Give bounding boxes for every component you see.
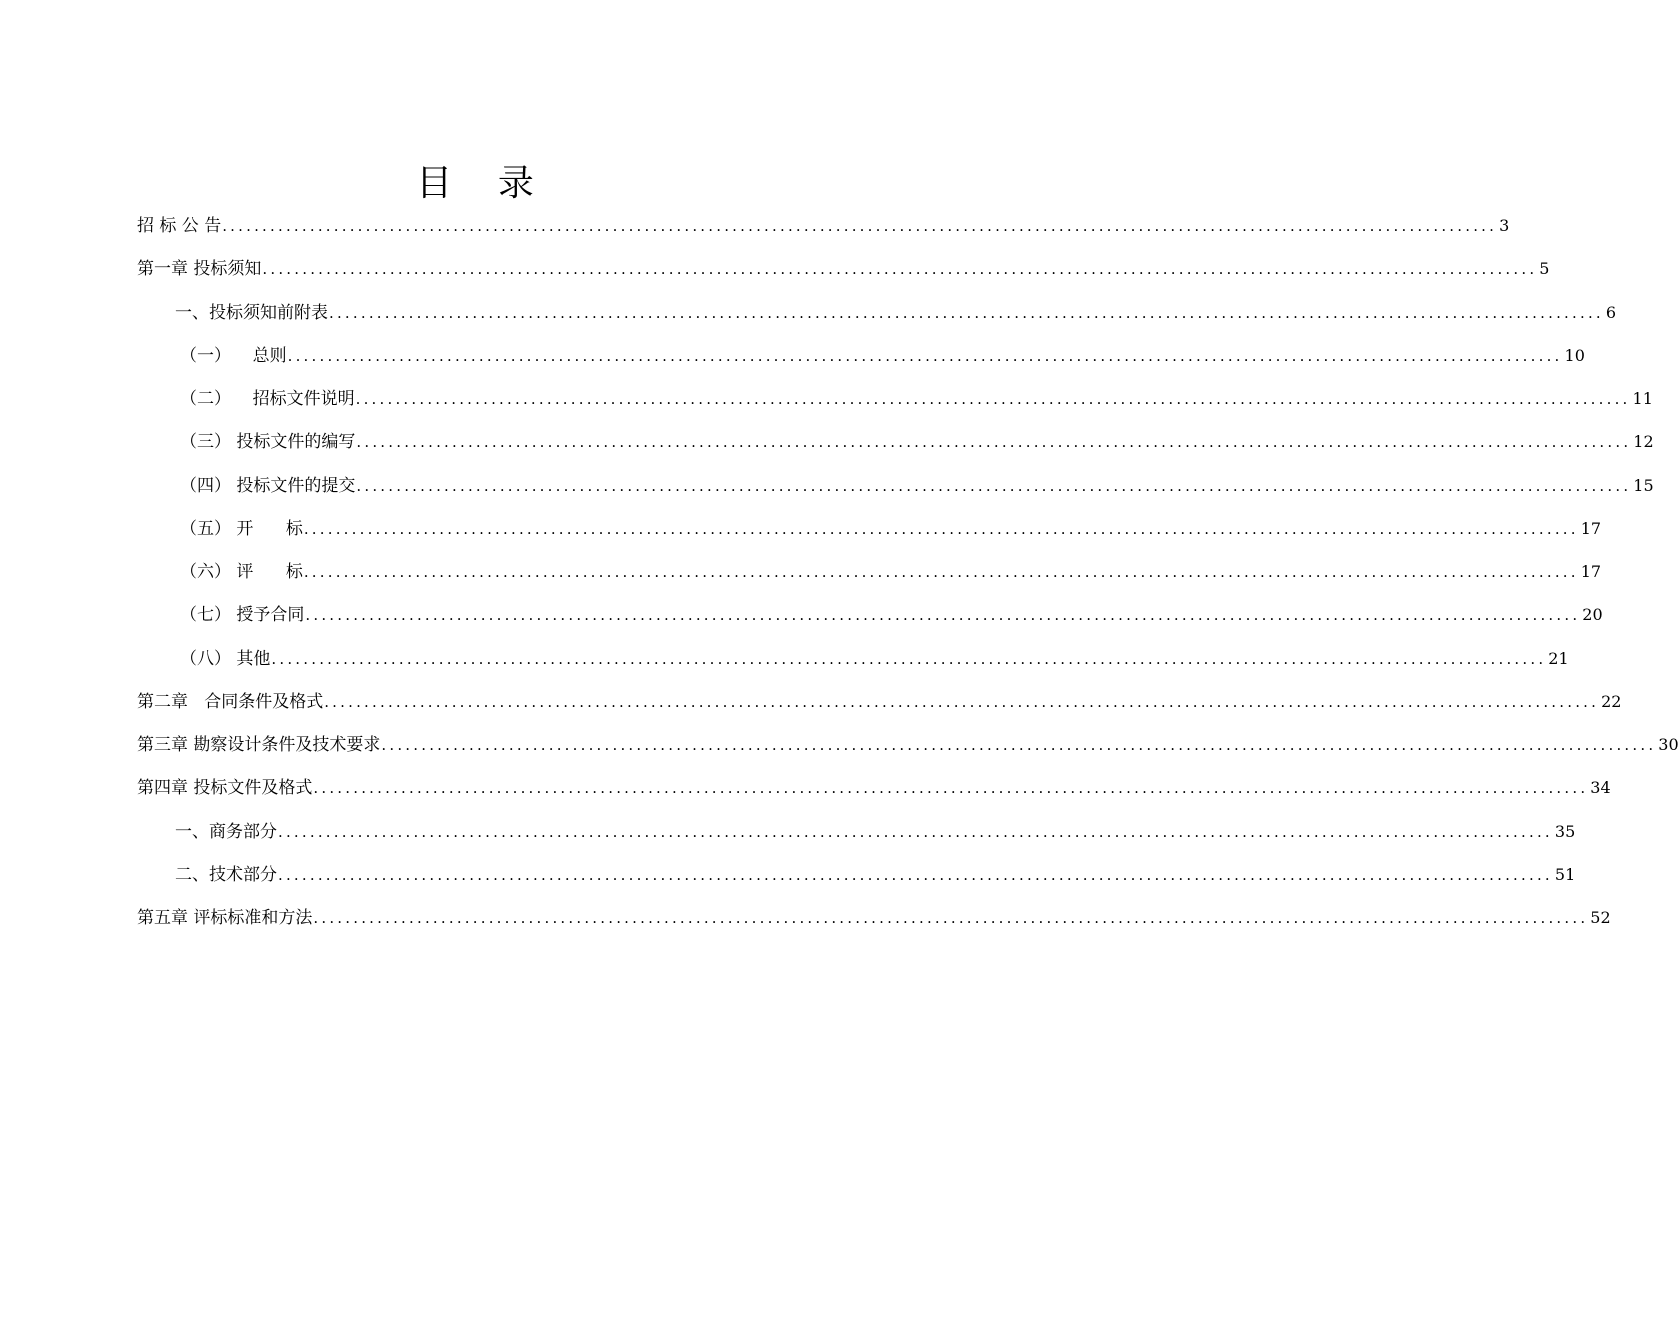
toc-entry[interactable] — [180, 377, 1653, 420]
toc-entry-label: （六） 评 标 — [180, 562, 303, 582]
toc-leader-dots: ................................................................................................................................................................ — [355, 390, 1631, 408]
toc-entry-label: 第五章 评标标准和方法 — [137, 908, 313, 928]
toc-leader-dots: ................................................................................................................................................................ — [324, 692, 1600, 711]
toc-entry-label: （三） 投标文件的编写 — [180, 432, 356, 453]
toc-entry[interactable] — [180, 464, 1654, 507]
toc-entry-label: 一、投标须知前附表 — [175, 302, 328, 323]
toc-entry[interactable] — [137, 204, 1510, 247]
toc-entry[interactable] — [137, 680, 1622, 723]
toc-leader-dots: ................................................................................................................................................................ — [287, 346, 1563, 365]
toc-entry-label: 第二章 合同条件及格式 — [137, 691, 324, 712]
toc-entry-label: （四） 投标文件的提交 — [180, 475, 356, 496]
toc-entry[interactable] — [137, 896, 1611, 939]
toc-entry-page: 21 — [1548, 648, 1569, 668]
toc-entry[interactable] — [175, 810, 1576, 853]
toc-entry-page: 3 — [1499, 216, 1510, 235]
toc-entry[interactable] — [137, 766, 1611, 809]
toc-entry-page: 17 — [1580, 562, 1602, 581]
toc-entry-page: 20 — [1582, 605, 1603, 625]
toc-leader-dots: ................................................................................................................................................................ — [356, 476, 1632, 495]
toc-leader-dots: ................................................................................................................................................................ — [303, 563, 1579, 581]
toc-leader-dots: ................................................................................................................................................................ — [303, 519, 1579, 538]
toc-entry-page: 30 — [1658, 735, 1679, 754]
toc-entry[interactable] — [180, 507, 1602, 550]
toc-entry-label: （八） 其他 — [180, 648, 271, 669]
toc-entry[interactable] — [180, 637, 1569, 680]
toc-leader-dots: ................................................................................................................................................................ — [278, 865, 1553, 884]
toc-entry-page: 11 — [1632, 389, 1653, 408]
toc-leader-dots: ................................................................................................................................................................ — [381, 736, 1657, 754]
toc-entry-page: 10 — [1564, 345, 1585, 365]
toc-entry-label: （五） 开 标 — [180, 518, 303, 539]
toc-entry-page: 35 — [1554, 821, 1576, 841]
toc-entry[interactable] — [180, 550, 1602, 593]
toc-entry-label: 二、技术部分 — [175, 864, 277, 885]
toc-entry-page: 6 — [1605, 302, 1617, 322]
toc-entry-page: 52 — [1590, 908, 1611, 927]
toc-entry-label: 招 标 公 告 — [137, 216, 222, 236]
toc-entry[interactable] — [175, 853, 1576, 896]
toc-leader-dots: ................................................................................................................................................................ — [329, 303, 1604, 322]
document-title: 目 录 — [416, 163, 534, 204]
toc-entry-label: 第一章 投标须知 — [137, 259, 262, 280]
toc-leader-dots: ................................................................................................................................................................ — [313, 909, 1589, 927]
toc-entry[interactable] — [137, 247, 1550, 290]
toc-entry[interactable] — [180, 420, 1654, 463]
toc-entry-label: （一） 总则 — [180, 345, 287, 366]
toc-entry-page: 17 — [1580, 518, 1602, 538]
toc-leader-dots: ................................................................................................................................................................ — [262, 260, 1538, 279]
toc-entry-page: 15 — [1633, 475, 1654, 495]
toc-entry[interactable] — [180, 334, 1585, 377]
toc-leader-dots: ................................................................................................................................................................ — [222, 217, 1498, 235]
toc-leader-dots: ................................................................................................................................................................ — [313, 779, 1589, 798]
toc-entry-page: 12 — [1633, 432, 1654, 452]
toc-entry[interactable] — [175, 291, 1617, 334]
toc-entry-page: 22 — [1601, 691, 1622, 711]
toc-entry-label: 第三章 勘察设计条件及技术要求 — [137, 735, 381, 755]
toc-entry[interactable] — [180, 593, 1603, 636]
toc-entry-label: 第四章 投标文件及格式 — [137, 778, 313, 799]
toc-leader-dots: ................................................................................................................................................................ — [278, 822, 1553, 841]
toc-entry-label: 一、商务部分 — [175, 821, 277, 842]
toc-leader-dots: ................................................................................................................................................................ — [271, 649, 1547, 668]
toc-entry-label: （二） 招标文件说明 — [180, 389, 355, 409]
toc-entry-page: 51 — [1554, 864, 1576, 884]
toc-entry-page: 5 — [1539, 259, 1550, 279]
toc-entry-label: （七） 授予合同 — [180, 605, 305, 626]
toc-leader-dots: ................................................................................................................................................................ — [356, 433, 1632, 452]
toc-entry-page: 34 — [1590, 778, 1611, 798]
toc-leader-dots: ................................................................................................................................................................ — [305, 606, 1581, 625]
toc-entry[interactable] — [137, 723, 1679, 766]
